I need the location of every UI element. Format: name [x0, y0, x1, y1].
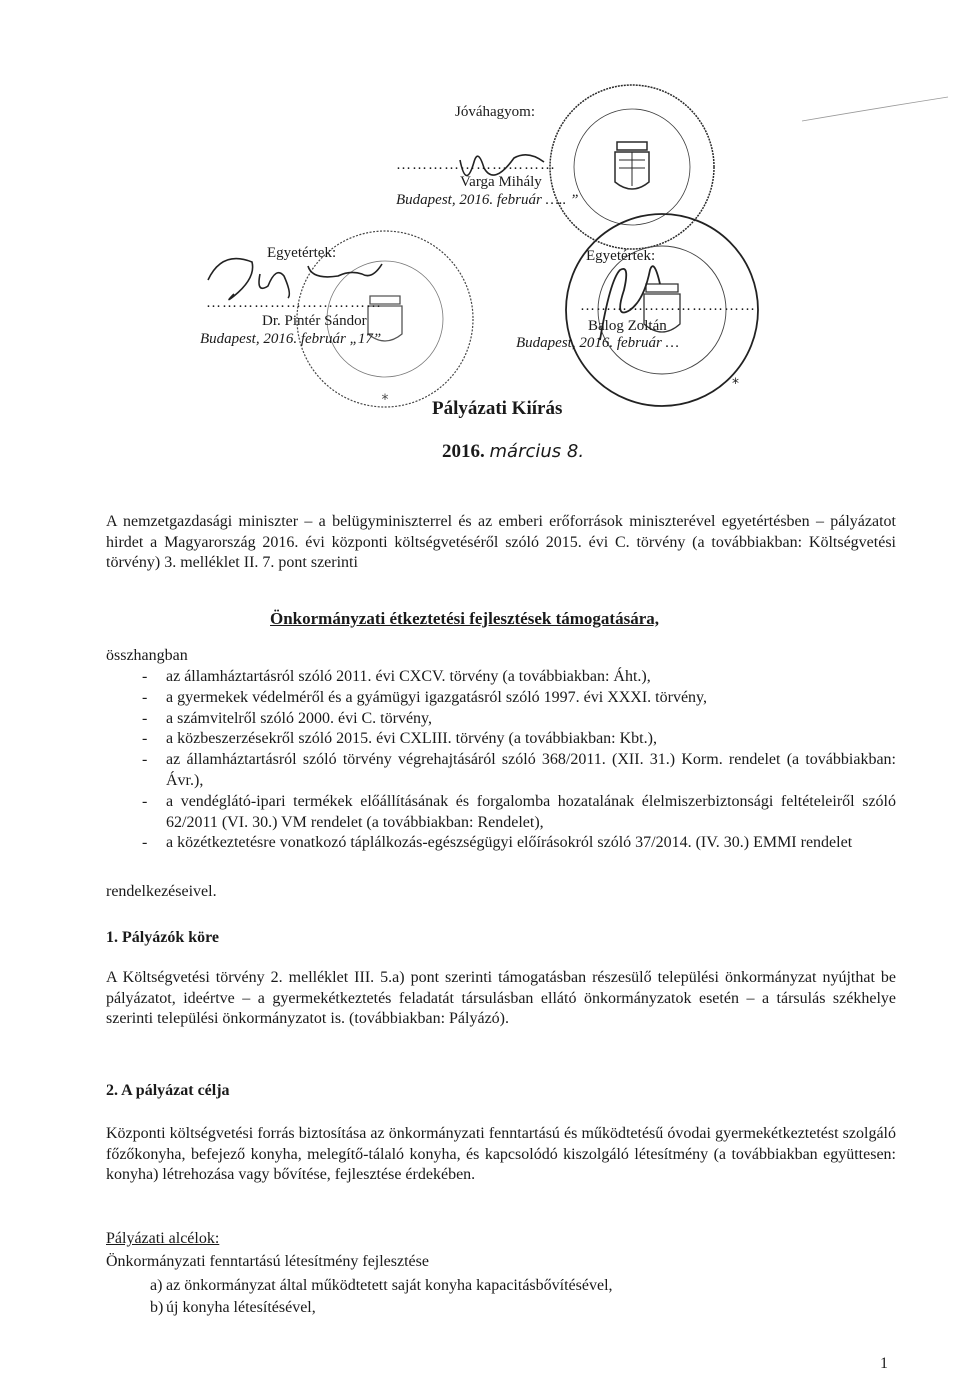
intro-paragraph: A nemzetgazdasági miniszter – a belügyminiszterrel és az emberi erőforrások miniszterével egyetértésben – pályázatot hirdet a Magyarország 2016. évi központi költségvetéséről szóló 2015. évi C. törvény (a továbbiakban: Költségvetési törvény) 3. melléklet II. 7. pont szerinti: [106, 513, 896, 571]
subcategory-text: új konyha létesítésével,: [166, 1298, 316, 1316]
date-handwritten: március 8.: [489, 441, 585, 462]
subcategory-mark: b): [150, 1298, 164, 1316]
margin-stroke: [800, 95, 950, 125]
agreement-right-place-date: Budapest, 2016. február …: [516, 335, 679, 351]
approval-name: Varga Mihály: [460, 174, 542, 190]
page-number: 1: [880, 1355, 888, 1372]
svg-text:*: *: [381, 392, 389, 408]
section1-text: A Költségvetési törvény 2. melléklet III. 5.a) pont szerinti támogatásban részesülő települési önkormányzat nyújthat be pályázatot, ideértve – a gyermekétkeztetés feladatát társulásban ellátó önkormányzatok esetén – a társulás székhelye szerinti települési önkormányzatot is. (továbbiakban: Pályázó).: [106, 969, 896, 1027]
law-item: - az államháztartásról szóló 2011. évi CXCV. törvény (a továbbiakban: Áht.),: [106, 667, 896, 688]
subcategories-group: Önkormányzati fenntartású létesítmény fejlesztése: [106, 1253, 429, 1270]
approval-place-date: Budapest, 2016. február ….. ”: [396, 192, 579, 208]
agreement-left-label: Egyetértek:: [267, 245, 337, 261]
subject-heading: Önkormányzati étkeztetési fejlesztések támogatására,: [270, 609, 659, 628]
law-list: [106, 667, 896, 854]
subcategory-mark: a): [150, 1277, 163, 1294]
approval-label: Jóváhagyom:: [455, 104, 535, 120]
subcategory-list: [106, 1275, 896, 1318]
approval-dots: …………………………: [396, 157, 556, 173]
agreement-right-label: Egyetértek:: [586, 248, 656, 264]
subcategory-text: az önkormányzat által működtetett saját konyha kapacitásbővítésével,: [166, 1277, 613, 1294]
page-title: Pályázati Kiírás: [432, 398, 563, 419]
agreement-left-place-date: Budapest, 2016. február „17”: [200, 331, 382, 347]
subcategories-label: Pályázati alcélok:: [106, 1230, 220, 1247]
document-date: [442, 441, 584, 463]
law-item: - a közbeszerzésekről szóló 2015. évi CXLIII. törvény (a továbbiakban: Kbt.),: [106, 729, 896, 750]
subcategory-item: [106, 1275, 896, 1297]
provisions-text: rendelkezéseivel.: [106, 883, 217, 900]
agreement-right-dots: ……………………………: [580, 298, 756, 314]
section1-heading: 1. Pályázók köre: [106, 929, 220, 946]
law-item: - a közétkeztetésre vonatkozó táplálkozás-egészségügyi előírásokról szóló 37/2014. (IV. 30.) EMMI rendelet: [106, 833, 896, 854]
law-item: - az államháztartásról szóló törvény végrehajtásáról szóló 368/2011. (XII. 31.) Korm. rendelet (a továbbiakban: Ávr.),: [106, 750, 896, 792]
subcategory-item: [106, 1297, 896, 1319]
law-item: - a vendéglátó-ipari termékek előállításának és forgalomba hozatalának élelmiszerbiztonsági feltételeiről szóló 62/2011 (VI. 30.) VM rendelet (a továbbiakban: Rendelet),: [106, 792, 896, 834]
agreement-right-name: Balog Zoltán: [588, 318, 667, 334]
law-item: - a számvitelről szóló 2000. évi C. törvény,: [106, 709, 896, 730]
date-printed: 2016.: [442, 441, 485, 462]
agreement-left-name: Dr. Pintér Sándor: [262, 313, 367, 329]
law-item: - a gyermekek védelméről és a gyámügyi igazgatásról szóló 1997. évi XXXI. törvény,: [106, 688, 896, 709]
section2-heading: 2. A pályázat célja: [106, 1082, 230, 1099]
agreement-left-dots: ……………………………: [206, 295, 382, 311]
section2-text: Központi költségvetési forrás biztosítása az önkormányzati fenntartású és működtetésű óvodai gyermekétkeztetést szolgáló főzőkonyha, befejező konyha, melegítő-tálaló konyha, és kapcsolódó kiszolgáló létesítmény (a továbbiakban együttesen: konyha) létrehozása vagy bővítése, fejlesztése érdekében.: [106, 1125, 896, 1183]
harmony-label: összhangban: [106, 647, 188, 664]
svg-text:*: *: [732, 376, 739, 392]
